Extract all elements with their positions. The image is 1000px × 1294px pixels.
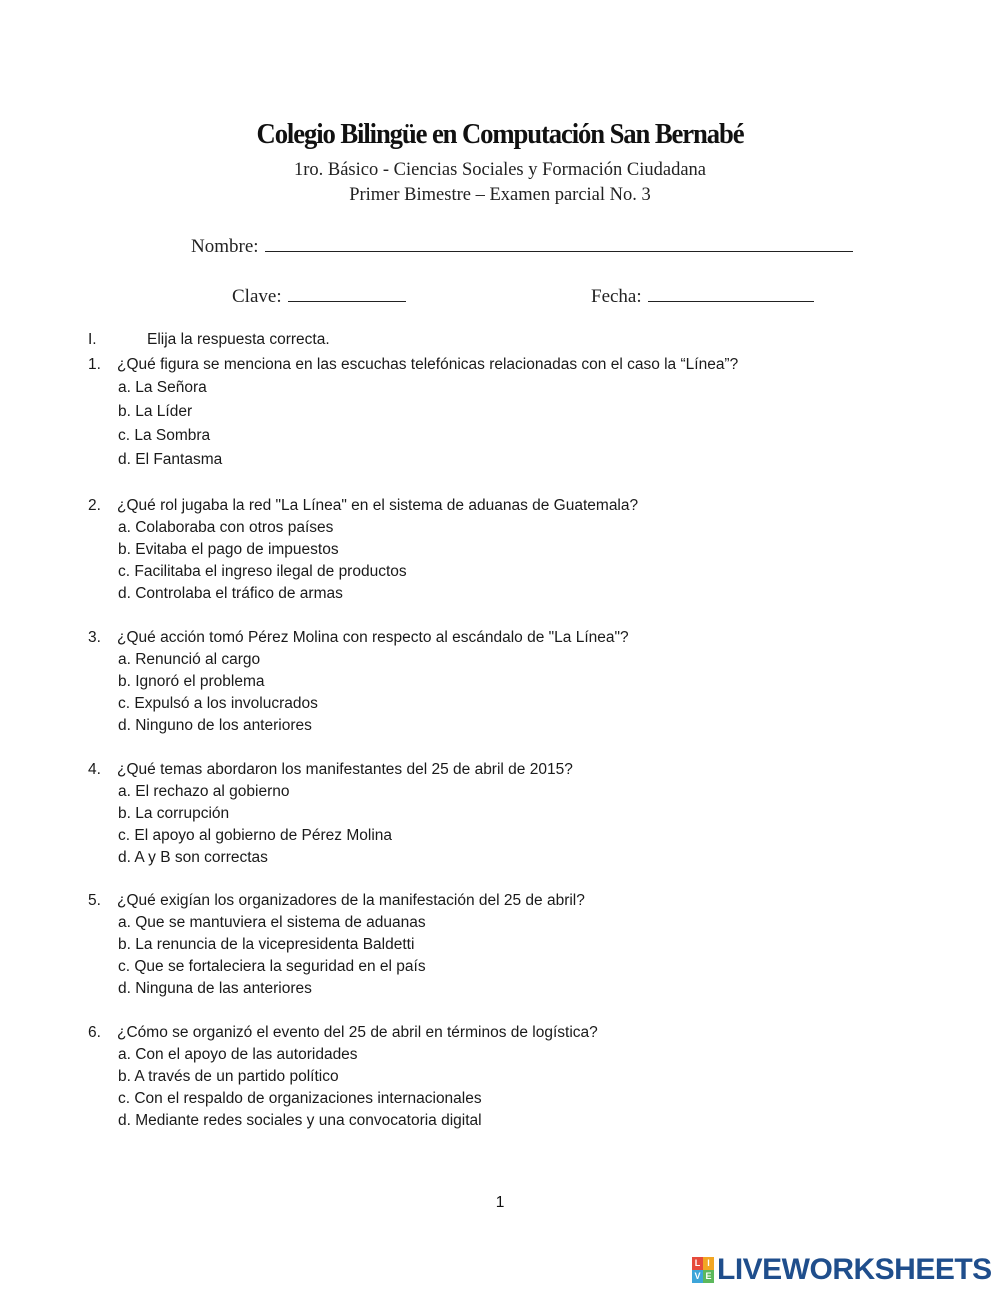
question-number: 2.	[88, 497, 101, 514]
logo-mark-letter: V	[692, 1270, 703, 1283]
answer-option[interactable]: d. El Fantasma	[118, 451, 223, 468]
answer-option[interactable]: d. A y B son correctas	[118, 849, 268, 866]
answer-option[interactable]: b. La corrupción	[118, 805, 230, 822]
answer-option[interactable]: c. El apoyo al gobierno de Pérez Molina	[118, 827, 392, 844]
nombre-field	[191, 233, 853, 258]
clave-field	[232, 283, 406, 308]
answer-option[interactable]: a. El rechazo al gobierno	[118, 783, 290, 800]
question-number: 1.	[88, 356, 101, 373]
answer-option[interactable]: d. Mediante redes sociales y una convocatoria digital	[118, 1112, 482, 1129]
answer-option[interactable]: a. Colaboraba con otros países	[118, 519, 334, 536]
answer-option[interactable]: c. La Sombra	[118, 427, 211, 444]
question-number: 4.	[88, 761, 101, 778]
answer-option[interactable]: d. Ninguna de las anteriores	[118, 980, 312, 997]
answer-option[interactable]: a. Renunció al cargo	[118, 651, 261, 668]
question-4	[88, 758, 573, 869]
answer-option[interactable]: c. Facilitaba el ingreso ilegal de productos	[118, 563, 407, 580]
answer-option[interactable]: a. La Señora	[118, 379, 207, 396]
answer-option[interactable]: b. La renuncia de la vicepresidenta Baldetti	[118, 936, 415, 953]
question-3	[88, 626, 629, 737]
nombre-label: Nombre:	[191, 236, 259, 257]
answer-option[interactable]: d. Controlaba el tráfico de armas	[118, 585, 343, 602]
question-prompt	[88, 626, 629, 649]
exam-subtitle: Primer Bimestre – Examen parcial No. 3	[349, 185, 651, 205]
question-text: ¿Qué acción tomó Pérez Molina con respecto al escándalo de "La Línea"?	[117, 629, 629, 646]
question-text: ¿Qué figura se menciona en las escuchas telefónicas relacionadas con el caso la “Línea”?	[117, 356, 739, 373]
school-title: Colegio Bilingüe en Computación San Bernabé	[256, 118, 744, 150]
liveworksheets-logo	[692, 1255, 992, 1285]
question-text: ¿Qué temas abordaron los manifestantes del 25 de abril de 2015?	[117, 761, 573, 778]
answer-option[interactable]: b. A través de un partido político	[118, 1068, 339, 1085]
liveworksheets-mark-icon	[692, 1257, 714, 1283]
answer-option[interactable]: a. Que se mantuviera el sistema de aduanas	[118, 914, 426, 931]
logo-mark-letter: I	[703, 1257, 714, 1270]
logo-mark-letter: L	[692, 1257, 703, 1270]
nombre-input-line[interactable]	[265, 233, 853, 252]
logo-text: LIVEWORKSHEETS	[717, 1253, 992, 1286]
fecha-input-line[interactable]	[648, 283, 814, 302]
question-prompt	[88, 758, 573, 781]
answer-option[interactable]: b. Ignoró el problema	[118, 673, 265, 690]
page-number: 1	[495, 1194, 505, 1211]
answer-option[interactable]: b. Evitaba el pago de impuestos	[118, 541, 339, 558]
section-number: I.	[88, 331, 97, 348]
clave-label: Clave:	[232, 286, 282, 307]
answer-option[interactable]: c. Que se fortaleciera la seguridad en el país	[118, 958, 426, 975]
question-prompt	[88, 494, 638, 517]
fecha-field	[591, 283, 814, 308]
question-number: 5.	[88, 892, 101, 909]
answer-option[interactable]: d. Ninguno de los anteriores	[118, 717, 312, 734]
answer-option[interactable]: c. Expulsó a los involucrados	[118, 695, 318, 712]
fecha-label: Fecha:	[591, 286, 642, 307]
answer-option[interactable]: b. La Líder	[118, 403, 193, 420]
logo-mark-letter: E	[703, 1270, 714, 1283]
question-text: ¿Cómo se organizó el evento del 25 de abril en términos de logística?	[117, 1024, 598, 1041]
question-number: 3.	[88, 629, 101, 646]
answer-option[interactable]: c. Con el respaldo de organizaciones internacionales	[118, 1090, 482, 1107]
question-prompt	[88, 353, 738, 376]
question-prompt	[88, 889, 585, 912]
question-1	[88, 353, 738, 472]
question-prompt	[88, 1021, 598, 1044]
question-2	[88, 494, 638, 605]
question-number: 6.	[88, 1024, 101, 1041]
clave-input-line[interactable]	[288, 283, 406, 302]
section-instruction: Elija la respuesta correcta.	[147, 331, 330, 348]
answer-option[interactable]: a. Con el apoyo de las autoridades	[118, 1046, 358, 1063]
course-subtitle: 1ro. Básico - Ciencias Sociales y Formación Ciudadana	[293, 160, 707, 180]
question-6	[88, 1021, 598, 1132]
question-text: ¿Qué exigían los organizadores de la manifestación del 25 de abril?	[117, 892, 585, 909]
question-5	[88, 889, 585, 1000]
question-text: ¿Qué rol jugaba la red "La Línea" en el sistema de aduanas de Guatemala?	[117, 497, 639, 514]
